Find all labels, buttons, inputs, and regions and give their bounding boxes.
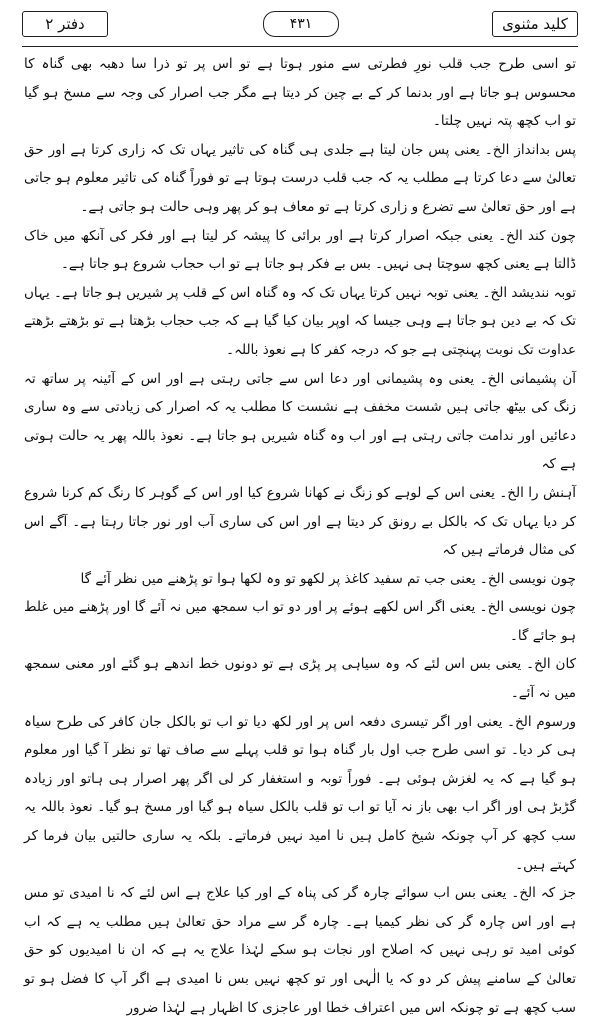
paragraph: کان الخ۔ یعنی بس اس لئے کہ وہ سیاہی پر پڑی ہے تو دونوں خط اندھے ہو گئے اور معنی سمجھ میں نہ آئے۔ xyxy=(24,656,576,702)
paragraph: توبہ نندیشد الخ۔ یعنی توبہ نہیں کرتا یہاں تک کہ وہ گناہ اس کے قلب پر شیریں ہو جاتا ہے۔ یہاں تک کہ بے دین ہو جاتا ہے وہی جیسا کہ اوپر بیان کیا گیا ہے کہ جب حجاب بڑھتا ہے تو بڑھتے بڑھتے عداوت تک نوبت پہنچتی ہے جو کہ درجہ کفر کا ہے نعوذ باللہ۔ xyxy=(24,284,576,358)
page-header xyxy=(22,8,578,42)
paragraph: آن پشیمانی الخ۔ یعنی وہ پشیمانی اور دعا اس سے جاتی رہتی ہے اور اس کے آئینہ پر ساتھ تہ زنگ کی بیٹھ جاتی ہیں شست مخفف ہے نشست کا مطلب یہ کہ اصرار کی زیادتی سے وہ ساری دعائیں اور ندامت جاتی رہتی ہے اور اب وہ گناہ شیریں ہو جاتا ہے۔ نعوذ باللہ پھر یہ حالت ہوتی ہے کہ xyxy=(24,370,576,473)
paragraph: چون نویسی الخ۔ یعنی اگر اس لکھے ہوئے پر اور دو تو اب سمجھ میں نہ آئے گا اور پڑھنے میں غلط ہو جائے گا۔ xyxy=(24,599,576,644)
paragraph: چون نویسی الخ۔ یعنی جب تم سفید کاغذ پر لکھو تو وہ لکھا ہوا تو پڑھنے میں نظر آئے گا xyxy=(80,570,576,587)
paragraph: ورسوم الخ۔ یعنی اور اگر تیسری دفعہ اس پر اور لکھ دیا تو اب تو بالکل جان کافر کی طرح سیاہ ہی کر دیا۔ تو اسی طرح جب اول بار گناہ ہوا تو قلب پہلے سے صاف تھا تو نظر آ گیا اور معلوم ہو گیا ہے کہ یہ لغزش ہوئی ہے۔ فوراً توبہ و استغفار کر لی اگر پھر اصرار ہی ہاتو اور زیادہ گڑبڑ ہی اور اگر اب بھی باز نہ آیا تو اب تو قلب بالکل سیاہ ہو گیا اور مسخ ہو گیا۔ نعوذ باللہ یہ سب کچھ کر آپ چونکہ شیخ کامل ہیں نا امید نہیں فرماتے۔ بلکہ یہ ساری حالتیں بیان فرما کر کہتے ہیں۔ xyxy=(24,713,576,873)
header-rule xyxy=(22,46,578,47)
page-number: ۴۳۱ xyxy=(263,11,339,37)
volume-label: دفتر ۲ xyxy=(22,11,108,37)
paragraph: چون کند الخ۔ یعنی جبکہ اصرار کرتا ہے اور برائی کا پیشہ کر لیتا ہے اور فکر کی آنکھ میں خاک ڈالتا ہے یعنی کچھ سوچتا ہی نہیں۔ بس بے فکر ہو جاتا ہے تو اب حجاب شروع ہو جاتا ہے۔ xyxy=(24,227,576,273)
paragraph: جز کہ الخ۔ یعنی بس اب سوائے چارہ گر کی پناہ کے اور کیا علاج ہے اس لئے کہ نا امیدی تو مس ہے اور اس چارہ گر کی نظر کیمیا ہے۔ چارہ گر سے مراد حق تعالیٰ ہیں مطلب یہ ہے کہ اب کوئی امید تو رہی نہیں کہ اصلاح اور نجات ہو سکے لہٰذا علاج یہ ہے کہ ان نا امیدیوں کو حق تعالیٰ کے سامنے پیش کر دو کہ یا الٰہی اور تو کچھ نہیں بس نا امیدی ہے اگر آپ کا فضل ہو تو سب کچھ ہے تو چونکہ اس میں اعتراف خطا اور عاجزی کا اظہار ہے لہٰذا ضرور xyxy=(24,885,576,1016)
book-title: کلید مثنوی xyxy=(492,11,578,37)
paragraph: پس بدانداز الخ۔ یعنی پس جان لیتا ہے جلدی ہی گناہ کی تاثیر یہاں تک کہ زاری کرتا ہے اور حق تعالیٰ سے دعا کرتا ہے مطلب یہ کہ جب قلب درست ہوتا ہے تو فوراً گناہ کی تاثیر معلوم ہو جاتی ہے اور حق تعالیٰ سے تضرع و زاری کرتا ہے تو معاف ہو کر پھر وہی حالت ہو جاتی ہے۔ xyxy=(24,141,576,215)
paragraph: آہنش را الخ۔ یعنی اس کے لوہے کو زنگ نے کھانا شروع کیا اور اس کے گوہر کا رنگ کم کرنا شروع کر دیا یہاں تک کہ بالکل بے رونق کر دیتا ہے اور اس کی ساری آب اور نور جاتا رہتا ہے۔ آگے اس کی مثال فرماتے ہیں کہ xyxy=(24,484,576,559)
page-body xyxy=(24,50,576,1016)
paragraph: تو اسی طرح جب قلب نورِ فطرتی سے منور ہوتا ہے تو اس پر تو ذرا سا دھبہ بھی گناہ کا محسوس ہو جاتا ہے اور بدنما کر کے بے چین کر دیتا ہے مگر جب اصرار کی وجہ سے مسخ ہو گیا تو اب کچھ پتہ نہیں چلتا۔ xyxy=(24,56,576,130)
